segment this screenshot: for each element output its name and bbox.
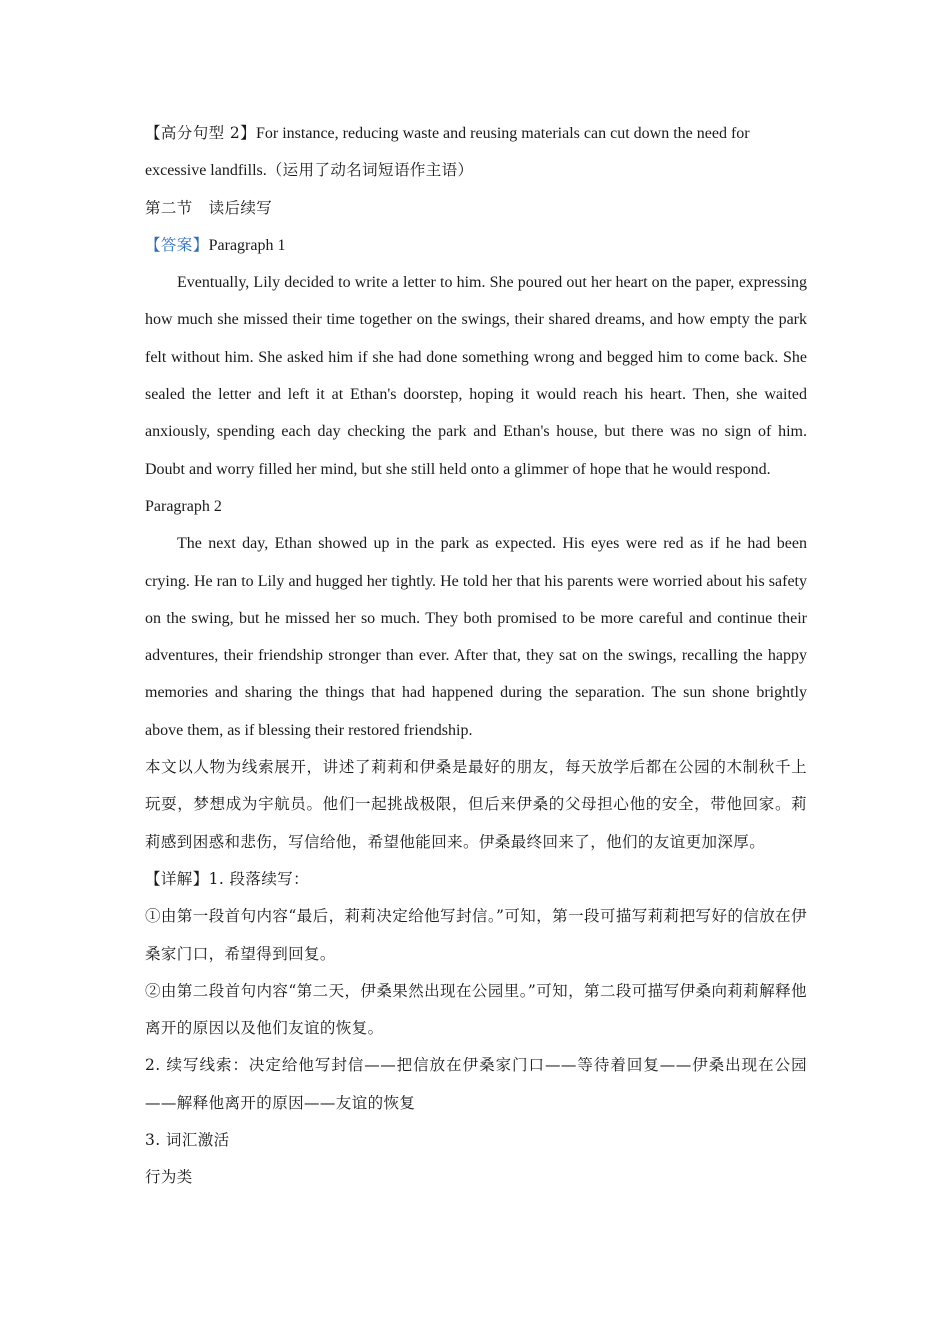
paragraph1-heading: Paragraph 1 — [208, 236, 286, 254]
paragraph-1-body: Eventually, Lily decided to write a letter to him. She poured out her heart on the paper, expressing how much she missed their time together on the swings, their shared dreams, and how empty the park felt without him. She asked him if she had done something wrong and begged him to come back. She sealed the letter and left it at Ethan's doorstep, hoping it would reach his heart. Then, she waited anxiously, spending each day checking the park and Ethan's house, but there was no sign of him. Doubt and worry filled her mind, but she still held onto a glimmer of hope that he would respond. — [145, 274, 807, 478]
detail-item-3-title: 3. 词汇激活 — [145, 1131, 230, 1150]
answer-label: 【答案】 — [145, 235, 209, 254]
detail-point-1: ①由第一段首句内容“最后，莉莉决定给他写封信。”可知，第一段可描写莉莉把写好的信放在伊桑家门口，希望得到回复。 — [145, 907, 807, 963]
detail-item-2: 2. 续写线索：决定给他写封信——把信放在伊桑家门口——等待着回复——伊桑出现在公园——解释他离开的原因——友谊的恢复 — [145, 1056, 807, 1112]
summary-text: 本文以人物为线索展开，讲述了莉莉和伊桑是最好的朋友，每天放学后都在公园的木制秋千上玩耍，梦想成为宇航员。他们一起挑战极限，但后来伊桑的父母担心他的安全，带他回家。莉莉感到困惑和悲伤，写信给他，希望他能回来。伊桑最终回来了，他们的友谊更加深厚。 — [145, 758, 807, 851]
detail-item1-title: 1. 段落续写： — [208, 869, 310, 888]
high-score-sentence-cont — [145, 152, 807, 189]
vocab-category: 行为类 — [145, 1168, 193, 1187]
detail-heading — [145, 861, 807, 898]
high-score-text-line2: excessive landfills. — [145, 162, 267, 180]
paragraph2-heading: Paragraph 2 — [145, 497, 222, 515]
high-score-sentence — [145, 115, 807, 152]
paragraph-2-body: The next day, Ethan showed up in the park as expected. His eyes were red as if he had been crying. He ran to Lily and hugged her tightly. He told her that his parents were worried about his safety on the swing, but he missed her so much. They both promised to be more careful and continue their adventures, their friendship stronger than ever. After that, they sat on the swings, recalling the happy memories and sharing the things that had happened during the separation. The sun shone brightly above them, as if blessing their restored friendship. — [145, 535, 807, 739]
high-score-label: 【高分句型 2】 — [145, 124, 256, 142]
answer-heading — [145, 227, 807, 264]
high-score-note: （运用了动名词短语作主语） — [266, 161, 474, 180]
high-score-text-line1: For instance, reducing waste and reusing materials can cut down the need for — [256, 125, 750, 142]
section-title: 第二节 读后续写 — [145, 198, 273, 217]
document-page — [145, 115, 807, 1197]
detail-point-2: ②由第二段首句内容“第二天，伊桑果然出现在公园里。”可知，第二段可描写伊桑向莉莉解释他离开的原因以及他们友谊的恢复。 — [145, 981, 807, 1038]
detail-label: 【详解】 — [145, 869, 209, 888]
